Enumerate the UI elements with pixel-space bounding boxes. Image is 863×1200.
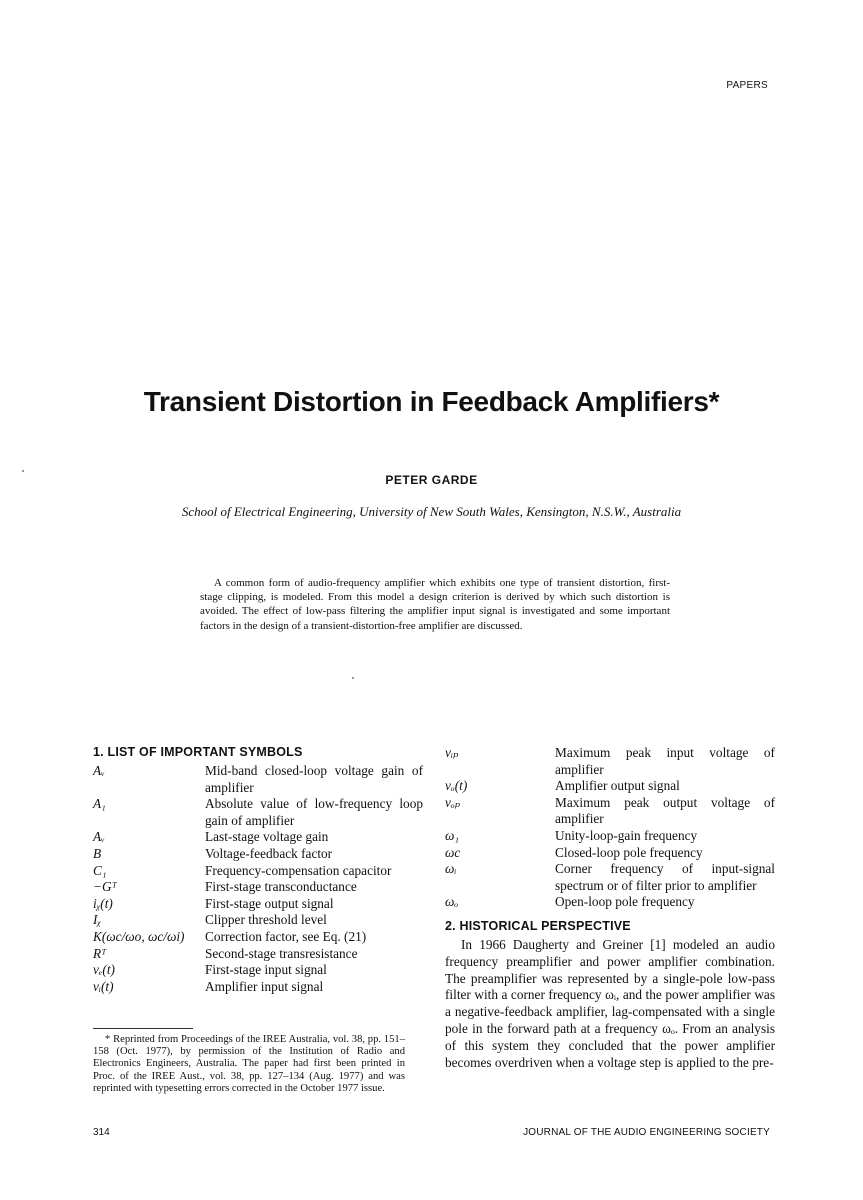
symbol-row: [93, 962, 423, 979]
scan-speck: [352, 677, 354, 679]
symbol-description: First-stage output signal: [205, 895, 334, 911]
symbol-description: Open-loop pole frequency: [555, 894, 695, 910]
symbol-name: B: [93, 845, 102, 861]
symbol-row: [445, 894, 775, 911]
symbol-name: Iᵪ: [93, 912, 102, 928]
paper-title: Transient Distortion in Feedback Amplifiers*: [143, 386, 720, 417]
symbol-row: [93, 829, 423, 846]
history-heading: 2. HISTORICAL PERSPECTIVE: [445, 918, 631, 933]
symbol-name: K(ωc/ωo, ωc/ωi): [93, 928, 185, 944]
symbol-name: vₒₚ: [445, 794, 461, 810]
abstract: A common form of audio-frequency amplifier which exhibits one type of transient distortion, first-stage clipping, is modeled. From this model a design criterion is derived by which such distortion is avoided. The effect of low-pass filtering the amplifier input signal is investigated and some important factors in the design of a transient-distortion-free amplifier are discussed.: [200, 577, 670, 632]
symbol-description: Clipper threshold level: [205, 912, 327, 928]
symbol-row: [93, 796, 423, 829]
symbol-description: Last-stage voltage gain: [205, 829, 329, 845]
symbol-row: [93, 846, 423, 863]
footnote-rule: [93, 1028, 193, 1029]
symbol-name: Aᵥ: [93, 763, 105, 778]
symbol-row: [93, 946, 423, 963]
symbol-name: ω₁: [445, 827, 460, 843]
symbol-description: Maximum peak input voltage of amplifier: [555, 745, 775, 777]
journal-name: JOURNAL OF THE AUDIO ENGINEERING SOCIETY: [523, 1127, 770, 1138]
symbol-row: [445, 861, 775, 894]
symbol-row: [93, 879, 423, 896]
symbol-row: [445, 845, 775, 862]
symbol-description: Voltage-feedback factor: [205, 845, 333, 861]
symbol-description: First-stage transconductance: [205, 879, 357, 895]
symbol-row: [93, 912, 423, 929]
left-column: [93, 745, 423, 995]
symbol-name: ωc: [445, 844, 461, 860]
symbol-name: Rᵀ: [93, 945, 107, 961]
running-header: PAPERS: [726, 80, 768, 91]
symbol-row: [445, 745, 775, 778]
symbols-heading: 1. LIST OF IMPORTANT SYMBOLS: [93, 745, 303, 759]
symbol-row: [93, 863, 423, 880]
symbol-row: [93, 979, 423, 996]
symbol-description: Closed-loop pole frequency: [555, 844, 703, 860]
symbol-name: vₒ(t): [445, 778, 468, 794]
symbol-description: Maximum peak output voltage of amplifier: [555, 794, 775, 827]
symbol-name: C₁: [93, 862, 107, 878]
symbol-description: Unity-loop-gain frequency: [555, 827, 698, 843]
symbol-description: Correction factor, see Eq. (21): [205, 928, 367, 944]
symbol-description: Amplifier input signal: [205, 978, 324, 994]
symbol-list-continued: [445, 745, 775, 911]
symbol-row: [93, 896, 423, 913]
symbol-name: ωₒ: [445, 894, 459, 910]
symbol-name: ωᵢ: [445, 861, 457, 877]
symbol-description: Frequency-compensation capacitor: [205, 862, 392, 878]
symbol-description: Amplifier output signal: [555, 778, 680, 794]
symbol-name: −Gᵀ: [93, 879, 117, 895]
symbol-row: [93, 763, 423, 796]
symbol-name: Aᵥ: [93, 829, 105, 845]
author-affiliation: School of Electrical Engineering, University of New South Wales, Kensington, N.S.W., Australia: [181, 504, 682, 519]
symbol-name: vₑ(t): [93, 962, 115, 978]
symbol-row: [445, 828, 775, 845]
footnote: * Reprinted from Proceedings of the IREE Australia, vol. 38, pp. 151–158 (Oct. 1977), by permission of the Institution of Radio and Electronics Engineers, Australia. The paper had first been printed in Proc. of the IREE Aust., vol. 38, pp. 127–134 (Aug. 1977) and was reprinted with typesetting errors corrected in the October 1977 issue.: [93, 1034, 405, 1094]
symbol-description: First-stage input signal: [205, 962, 327, 978]
symbol-description: Second-stage transresistance: [205, 945, 358, 961]
symbol-row: [445, 795, 775, 828]
author-name: PETER GARDE: [385, 473, 478, 487]
symbol-description: Absolute value of low-frequency loop gain of amplifier: [205, 796, 423, 828]
symbol-list: [93, 763, 423, 995]
right-column: [445, 745, 775, 1071]
symbol-description: Corner frequency of input-signal spectrum or of filter prior to amplifier: [555, 861, 775, 893]
symbol-name: iᵪ(t): [93, 895, 113, 911]
symbol-row: [93, 929, 423, 946]
symbol-name: vᵢ(t): [93, 978, 114, 994]
symbol-name: A₁: [93, 796, 106, 812]
history-paragraph: In 1966 Daugherty and Greiner [1] modeled an audio frequency preamplifier and power amplifier combination. The preamplifier was represented by a single-pole low-pass filter with a corner frequency ωᵢ, and the power amplifier was a negative-feedback amplifier, lag-compensated with a single pole in the forward path at a frequency ωₒ. From an analysis of this system they concluded that the power amplifier becomes overdriven when a voltage step is applied to the pre-: [445, 936, 775, 1070]
symbol-description: Mid-band closed-loop voltage gain of amplifier: [205, 763, 423, 795]
scan-speck: [22, 470, 24, 472]
page-number: 314: [93, 1127, 110, 1138]
symbol-name: vᵢₚ: [445, 745, 459, 760]
symbol-row: [445, 778, 775, 795]
